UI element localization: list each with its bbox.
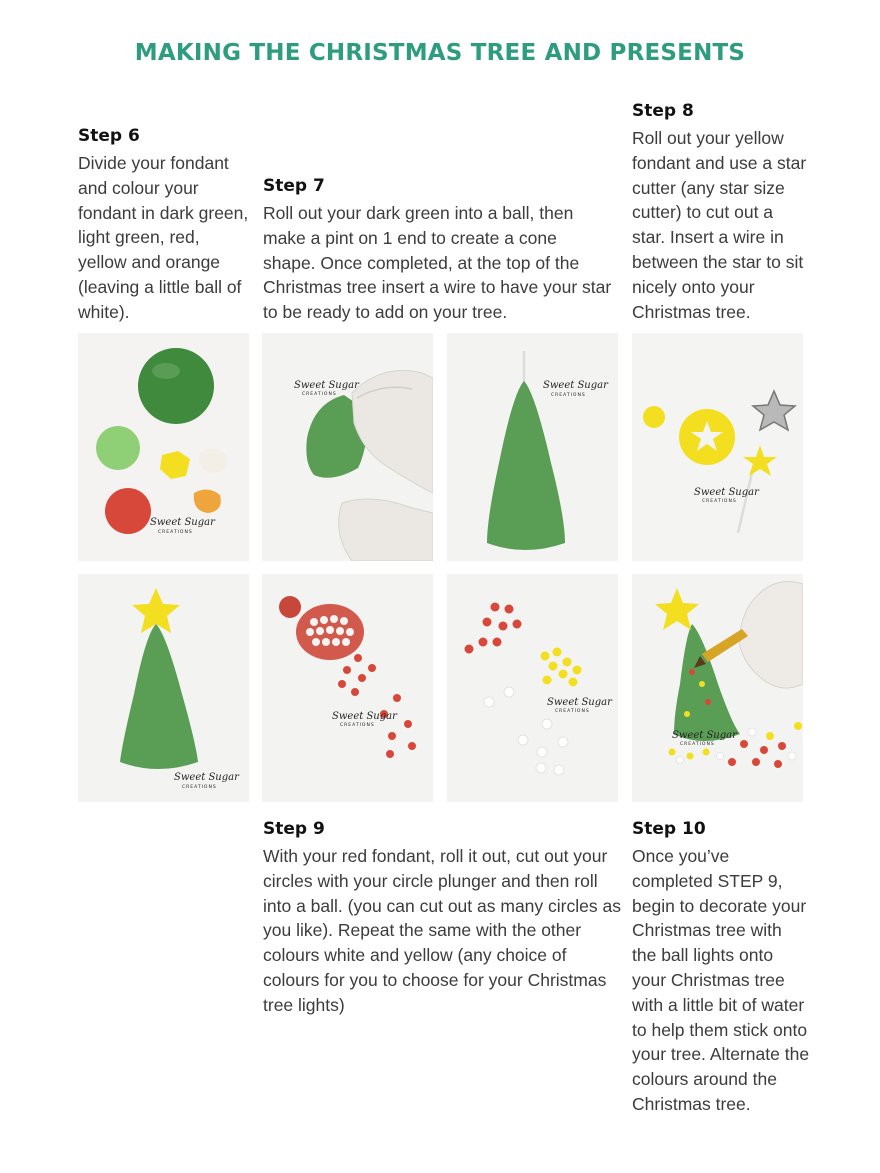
- step-8-text: Roll out your yellow fondant and use a star cutter (any star size cutter) to cut out a star. Insert a wire in between the star to sit nicely onto your Christmas tree.: [632, 128, 807, 322]
- watermark-brand: Sweet Sugar: [294, 380, 359, 391]
- step-9-block: [263, 819, 623, 1018]
- watermark-brand: Sweet Sugar: [174, 772, 239, 783]
- step-7-text: Roll out your dark green into a ball, then make a pint on 1 end to create a cone shape. Once completed, at the top of the Christmas tree insert a wire to have your star to be ready to add on your tree.: [263, 203, 612, 323]
- photo-yellow-star-cutout: [632, 333, 803, 561]
- watermark-sub: CREATIONS: [302, 392, 337, 397]
- step-6-text: Divide your fondant and colour your fondant in dark green, light green, red, yellow and orange (leaving a little ball of white).: [78, 153, 249, 322]
- step-10-text: Once you’ve completed STEP 9, begin to decorate your Christmas tree with the ball lights onto your Christmas tree with a little bit of water to help them stick onto your tree. Alternate the colours around the Christmas tree.: [632, 846, 810, 1114]
- photo-tree-with-star: [78, 574, 249, 802]
- step-6-heading: Step 6: [78, 126, 140, 146]
- watermark-sub: CREATIONS: [555, 709, 590, 714]
- watermark-sub: CREATIONS: [680, 742, 715, 747]
- photo-decorating-tree: [632, 574, 803, 802]
- photo-red-circles: [262, 574, 433, 802]
- watermark-brand: Sweet Sugar: [694, 487, 759, 498]
- watermark-brand: Sweet Sugar: [150, 517, 215, 528]
- page-title: MAKING THE CHRISTMAS TREE AND PRESENTS: [134, 40, 746, 66]
- step-6-block: [78, 126, 250, 325]
- step-7-block: [263, 176, 613, 325]
- watermark-sub: CREATIONS: [182, 785, 217, 790]
- photo-cone-shaping: [262, 333, 433, 561]
- step-8-block: [632, 101, 810, 324]
- watermark-sub: CREATIONS: [158, 530, 193, 535]
- watermark-sub: CREATIONS: [340, 723, 375, 728]
- photo-colored-balls: [447, 574, 618, 802]
- watermark-brand: Sweet Sugar: [332, 711, 397, 722]
- watermark-sub: CREATIONS: [551, 393, 586, 398]
- step-10-block: [632, 819, 810, 1117]
- step-10-heading: Step 10: [632, 819, 706, 839]
- watermark-brand: Sweet Sugar: [547, 697, 612, 708]
- step-9-text: With your red fondant, roll it out, cut out your circles with your circle plunger and then roll into a ball. (you can cut out as many circles as you like). Repeat the same with the other colours white and yellow (any choice of colours for you to choose for your Christmas tree lights): [263, 846, 621, 1015]
- step-8-heading: Step 8: [632, 101, 694, 121]
- step-9-heading: Step 9: [263, 819, 325, 839]
- photo-cone-with-wire: [447, 333, 618, 561]
- photo-fondant-balls: [78, 333, 249, 561]
- watermark-sub: CREATIONS: [702, 499, 737, 504]
- watermark-brand: Sweet Sugar: [672, 730, 737, 741]
- watermark-brand: Sweet Sugar: [543, 380, 608, 391]
- step-7-heading: Step 7: [263, 176, 325, 196]
